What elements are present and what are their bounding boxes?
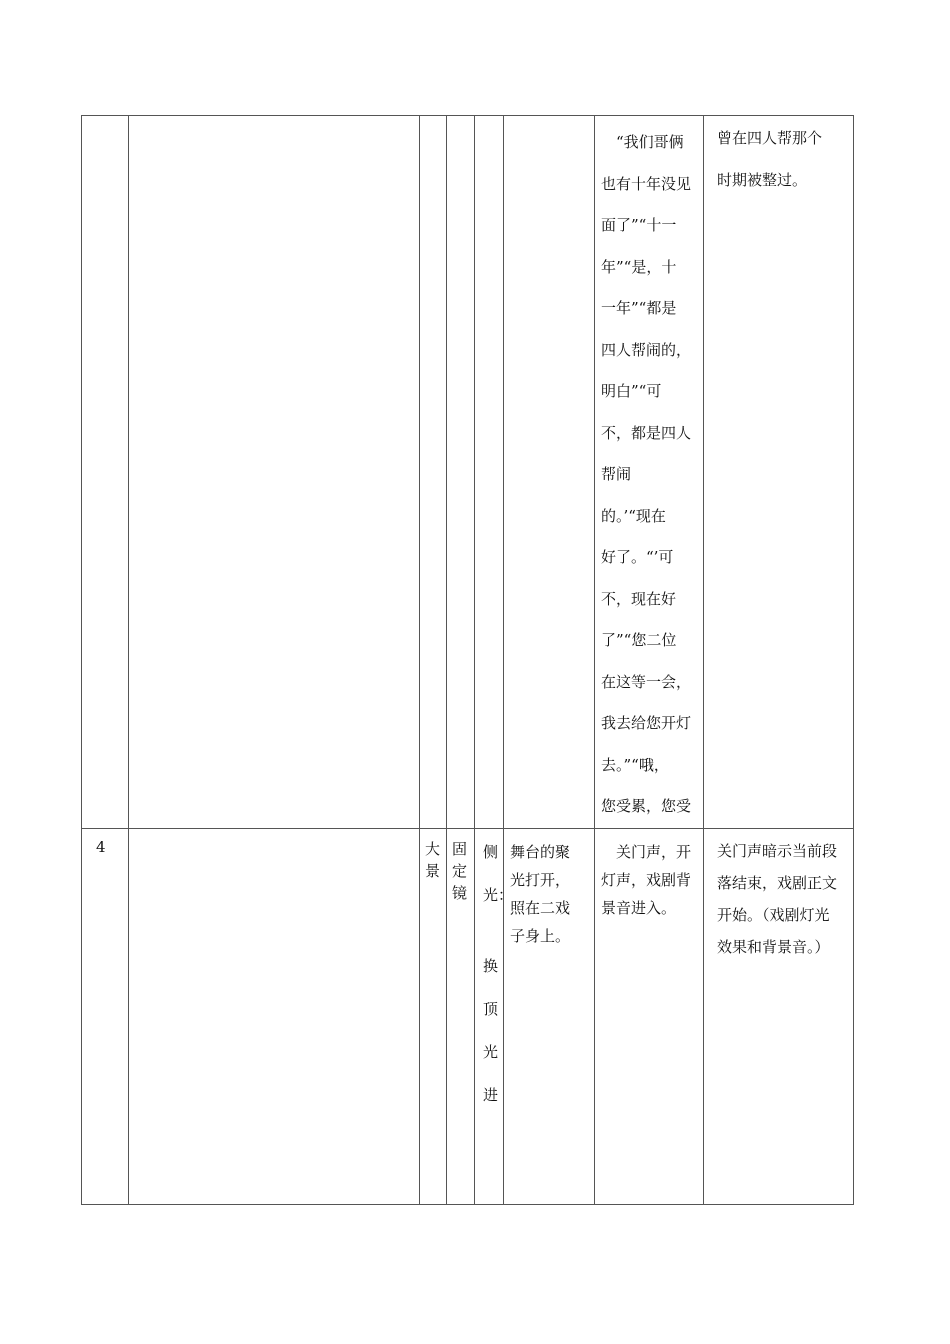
shot-number-cell	[82, 116, 129, 829]
table-row	[82, 116, 854, 829]
camera-move-text: 固定镜	[452, 839, 468, 902]
camera-move-cell	[447, 828, 475, 1204]
scene-description-cell	[504, 828, 595, 1204]
shot-number: 4	[96, 837, 106, 856]
scene-description-text: 舞台的聚 光打开， 照在二戏 子身上。	[510, 842, 571, 945]
scene-description-cell	[504, 116, 595, 829]
sound-text: 关门声，开 灯声，戏剧背 景音进入。	[601, 842, 692, 917]
lighting-text-bottom: 换顶光进	[483, 956, 499, 1104]
note-text: 曾在四人帮那个 时期被整过。	[717, 129, 823, 189]
shot-number-cell	[82, 828, 129, 1204]
camera-move-cell	[447, 116, 475, 829]
lighting-cell	[475, 116, 504, 829]
table-row	[82, 828, 854, 1204]
dialogue-text: “我们哥俩 也有十年没见 面了”“十一 年”“是，十 一年”“都是 四人帮闹的， 明白”“可 不，都是四人 帮闹 的。’“现在 好了。“’可 不，现在好 了”“您二位 在这等一会， 我去给您开灯 去。”“哦， 您受累，您受	[601, 133, 692, 815]
lighting-cell	[475, 828, 514, 1204]
visual-content-cell	[129, 828, 420, 1204]
note-cell	[704, 828, 854, 1204]
lighting-text-top: 侧光：	[483, 842, 514, 904]
sound-dialogue-cell	[595, 828, 704, 1204]
note-text: 关门声暗示当前段 落结束，戏剧正文 开始。（戏剧灯光 效果和背景音。）	[717, 841, 838, 956]
shot-size-text: 大景	[425, 839, 441, 880]
shot-script-table	[81, 115, 854, 1205]
note-cell	[704, 116, 854, 829]
sound-dialogue-cell	[595, 116, 704, 829]
shot-size-cell	[420, 828, 447, 1204]
shot-size-cell	[420, 116, 447, 829]
visual-content-cell	[129, 116, 420, 829]
